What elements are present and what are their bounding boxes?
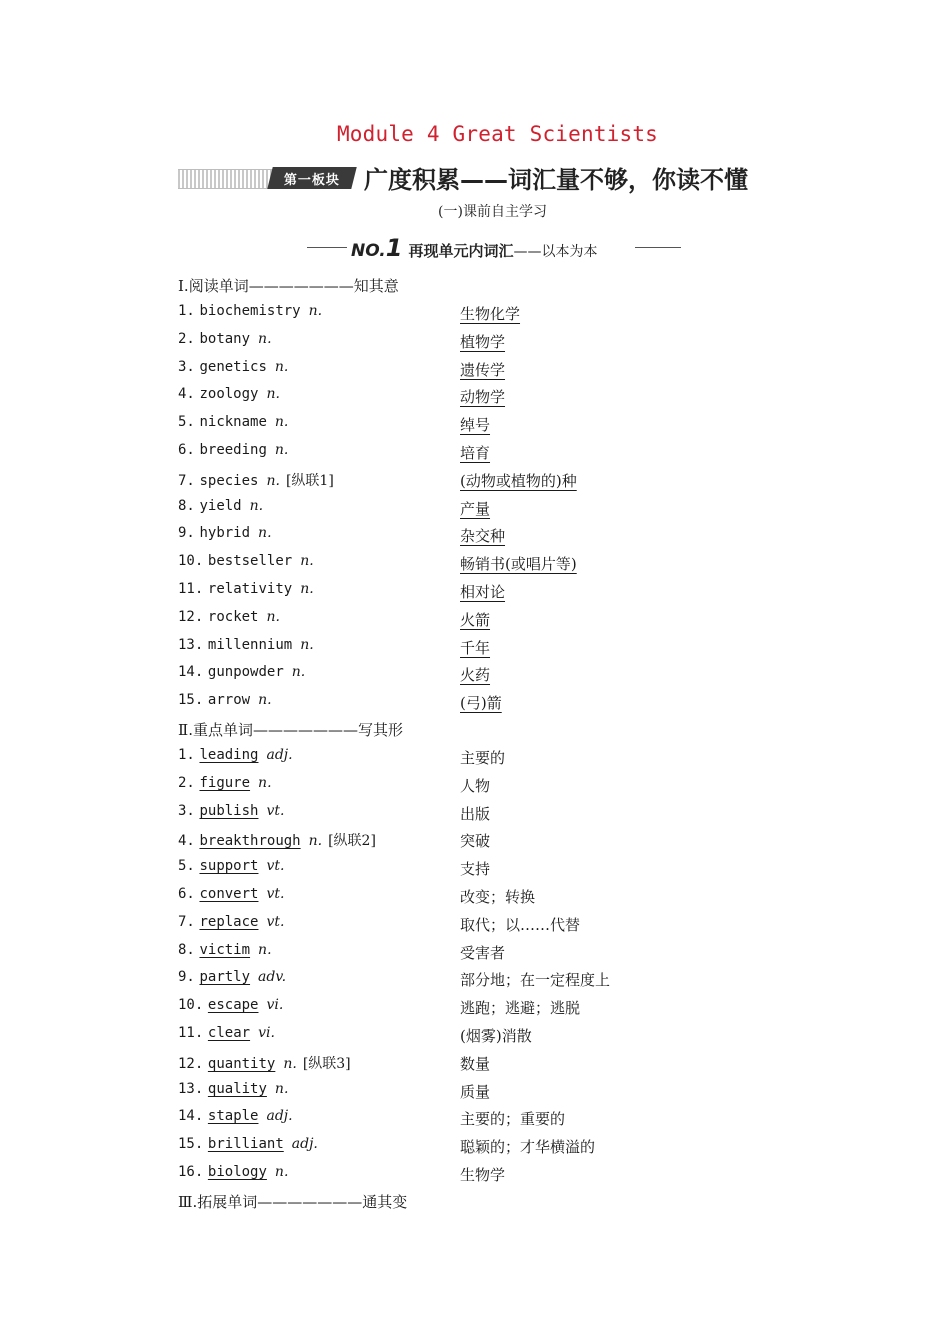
- chinese-meaning: 取代；以……代替: [460, 915, 581, 934]
- chinese-meaning: 出版: [460, 804, 491, 823]
- vocab-row: [178, 525, 738, 551]
- vocab-entry: [178, 775, 272, 791]
- item-number: 5.: [178, 858, 195, 875]
- item-number: 1.: [178, 303, 195, 319]
- item-number: 13.: [178, 636, 204, 653]
- part-of-speech: n.: [266, 386, 280, 403]
- vocab-row: [178, 775, 738, 801]
- no1-label: [351, 234, 597, 262]
- vocab-row: [178, 886, 738, 912]
- english-word: rocket: [207, 608, 259, 625]
- part-of-speech: vi.: [258, 1025, 275, 1041]
- english-word: bestseller: [207, 553, 293, 570]
- item-number: 12.: [178, 1055, 204, 1072]
- item-number: 7.: [178, 913, 195, 930]
- chinese-meaning: 畅销书(或唱片等): [460, 555, 577, 574]
- part-of-speech: vt.: [266, 913, 285, 930]
- chinese-meaning: 人物: [460, 776, 491, 795]
- part-of-speech: n.: [274, 1164, 289, 1180]
- chinese-meaning: 植物学: [460, 332, 506, 351]
- english-word: escape: [207, 997, 259, 1014]
- vocab-entry: [178, 858, 284, 874]
- vocab-entry: [178, 331, 272, 347]
- item-number: 9.: [178, 969, 195, 986]
- chinese-meaning: (烟雾)消散: [460, 1027, 532, 1045]
- vocab-row: [178, 942, 738, 968]
- banner-heading: 广度积累——词汇量不够，你读不懂: [364, 166, 748, 194]
- item-number: 6.: [178, 886, 195, 902]
- part-of-speech: vt.: [266, 802, 285, 819]
- vocab-row: [178, 1108, 738, 1134]
- part-of-speech: n.: [308, 833, 323, 850]
- vocab-row: [178, 997, 738, 1023]
- chinese-meaning: 部分地；在一定程度上: [460, 971, 611, 990]
- item-number: 3.: [178, 802, 195, 819]
- part-of-speech: n.: [266, 472, 280, 489]
- vocab-entry: [178, 553, 314, 569]
- english-word: nickname: [199, 414, 267, 431]
- vocab-row: [178, 359, 738, 385]
- vocab-row: [178, 830, 738, 856]
- item-number: 8.: [178, 497, 195, 514]
- vocab-entry: [178, 1053, 351, 1073]
- part-of-speech: vt.: [266, 886, 285, 902]
- chinese-meaning: (弓)箭: [460, 694, 502, 713]
- english-word: support: [199, 858, 259, 875]
- part-of-speech: adj.: [266, 1108, 293, 1125]
- english-word: brilliant: [207, 1136, 284, 1153]
- english-word: quantity: [207, 1055, 276, 1072]
- vocab-entry: [178, 303, 322, 319]
- vocab-row: [178, 498, 738, 524]
- part-of-speech: n.: [258, 774, 272, 791]
- part-of-speech: n.: [274, 358, 289, 375]
- vocab-entry: [178, 470, 334, 490]
- vocab-row: [178, 386, 738, 412]
- vocab-entry: [178, 359, 288, 375]
- english-word: arrow: [207, 692, 251, 709]
- chinese-meaning: 突破: [460, 832, 491, 851]
- part-of-speech: n.: [258, 525, 272, 542]
- vocab-entry: [178, 942, 272, 958]
- chinese-meaning: 逃跑；逃避；逃脱: [460, 999, 581, 1018]
- chinese-meaning: 主要的；重要的: [460, 1110, 566, 1129]
- part-of-speech: vt.: [266, 858, 285, 875]
- no1-subheading: 以本为本: [541, 244, 598, 260]
- english-word: hybrid: [199, 525, 251, 542]
- vocab-entry: [178, 609, 280, 625]
- vocab-row: [178, 470, 738, 496]
- item-number: 9.: [178, 525, 195, 542]
- chinese-meaning: (动物或植物的)种: [460, 471, 577, 490]
- part-of-speech: n.: [283, 1055, 297, 1072]
- chinese-meaning: 改变；转换: [460, 888, 536, 906]
- vocab-row: [178, 637, 738, 663]
- english-word: publish: [199, 802, 259, 819]
- item-number: 7.: [178, 472, 195, 489]
- item-number: 13.: [178, 1080, 204, 1097]
- chinese-meaning: 绰号: [460, 416, 491, 435]
- chinese-meaning: 数量: [460, 1054, 491, 1073]
- vocab-row: [178, 1025, 738, 1051]
- english-word: quality: [207, 1080, 267, 1097]
- chinese-meaning: 生物化学: [460, 305, 521, 323]
- chinese-meaning: 质量: [460, 1082, 491, 1101]
- vocab-entry: [178, 1025, 275, 1041]
- item-number: 11.: [178, 1025, 204, 1041]
- part-of-speech: n.: [308, 303, 323, 319]
- section-1-heading: Ⅰ.阅读单词———————知其意: [178, 277, 399, 295]
- chinese-meaning: 千年: [460, 638, 491, 657]
- vocab-row: [178, 664, 738, 690]
- banner-tag: [267, 167, 356, 189]
- no1-dash: ——: [513, 244, 542, 260]
- vocab-row: [178, 331, 738, 357]
- vocab-entry: [178, 1081, 288, 1097]
- no1-left-rule: [307, 247, 347, 248]
- lesson-subtitle: (一)课前自主学习: [438, 204, 547, 220]
- item-number: 1.: [178, 747, 195, 763]
- part-of-speech: n.: [249, 497, 264, 514]
- cross-reference-note: [纵联2]: [328, 833, 376, 850]
- vocab-entry: [178, 830, 376, 850]
- vocab-entry: [178, 969, 286, 985]
- no1-heading-bar: [331, 232, 681, 262]
- item-number: 6.: [178, 442, 195, 458]
- chinese-meaning: 遗传学: [460, 360, 506, 379]
- vocab-row: [178, 609, 738, 635]
- vocab-entry: [178, 581, 314, 597]
- item-number: 2.: [178, 330, 195, 347]
- english-word: partly: [199, 969, 251, 986]
- vocab-entry: [178, 442, 288, 458]
- chinese-meaning: 杂交种: [460, 527, 506, 546]
- english-word: replace: [199, 913, 259, 930]
- item-number: 12.: [178, 608, 204, 625]
- chinese-meaning: 主要的: [460, 749, 506, 767]
- english-word: biochemistry: [199, 303, 301, 319]
- chinese-meaning: 受害者: [460, 943, 506, 962]
- english-word: clear: [207, 1025, 251, 1041]
- chinese-meaning: 生物学: [460, 1166, 506, 1184]
- vocab-row: [178, 414, 738, 440]
- banner-stripes: [178, 169, 274, 189]
- english-word: biology: [207, 1164, 267, 1180]
- vocab-entry: [178, 525, 272, 541]
- part-of-speech: n.: [258, 692, 272, 709]
- english-word: genetics: [199, 358, 267, 375]
- chinese-meaning: 火箭: [460, 610, 491, 629]
- vocab-row: [178, 1081, 738, 1107]
- vocab-row: [178, 858, 738, 884]
- vocab-row: [178, 692, 738, 718]
- part-of-speech: n.: [258, 330, 272, 347]
- vocab-entry: [178, 886, 284, 902]
- english-word: relativity: [207, 581, 293, 597]
- english-word: leading: [199, 747, 259, 763]
- vocab-entry: [178, 498, 263, 514]
- vocab-entry: [178, 414, 288, 430]
- english-word: gunpowder: [207, 664, 284, 681]
- item-number: 10.: [178, 553, 204, 570]
- chinese-meaning: 支持: [460, 860, 491, 879]
- part-of-speech: adj.: [291, 1136, 318, 1153]
- part-of-speech: n.: [300, 581, 314, 597]
- english-word: zoology: [199, 386, 259, 403]
- part-of-speech: n.: [274, 442, 289, 458]
- english-word: victim: [199, 941, 251, 958]
- part-of-speech: n.: [258, 941, 272, 958]
- item-number: 4.: [178, 833, 195, 850]
- item-number: 11.: [178, 581, 204, 597]
- vocab-entry: [178, 637, 314, 653]
- part-of-speech: vi.: [266, 997, 284, 1014]
- item-number: 15.: [178, 692, 204, 709]
- vocab-row: [178, 1136, 738, 1162]
- item-number: 14.: [178, 1108, 204, 1125]
- english-word: yield: [199, 497, 242, 514]
- chinese-meaning: 火药: [460, 666, 491, 685]
- banner-tag-label: 第一板块: [283, 172, 340, 188]
- item-number: 5.: [178, 414, 195, 431]
- part-of-speech: adv.: [258, 969, 287, 986]
- part-of-speech: n.: [291, 664, 306, 681]
- chinese-meaning: 动物学: [460, 388, 506, 407]
- english-word: botany: [199, 330, 251, 347]
- item-number: 16.: [178, 1164, 204, 1180]
- vocab-entry: [178, 747, 293, 763]
- vocab-row: [178, 914, 738, 940]
- vocab-entry: [178, 692, 272, 708]
- item-number: 14.: [178, 664, 204, 681]
- no1-prefix: NO.: [351, 241, 386, 261]
- chinese-meaning: 相对论: [460, 583, 506, 601]
- item-number: 10.: [178, 997, 204, 1014]
- vocab-row: [178, 581, 738, 607]
- vocab-row: [178, 1053, 738, 1079]
- part-of-speech: n.: [300, 636, 314, 653]
- english-word: millennium: [207, 636, 293, 653]
- vocab-entry: [178, 1108, 293, 1124]
- no1-heading-text: 再现单元内词汇: [408, 242, 514, 260]
- english-word: convert: [199, 886, 259, 902]
- item-number: 3.: [178, 358, 195, 375]
- part-of-speech: n.: [274, 414, 289, 431]
- section-3-heading: Ⅲ.拓展单词———————通其变: [178, 1193, 408, 1211]
- no1-right-rule: [635, 247, 681, 248]
- english-word: species: [199, 472, 259, 489]
- item-number: 8.: [178, 941, 195, 958]
- vocab-entry: [178, 664, 305, 680]
- part-of-speech: adj.: [266, 747, 293, 763]
- english-word: staple: [207, 1108, 259, 1125]
- chinese-meaning: 产量: [460, 499, 491, 518]
- vocab-row: [178, 969, 738, 995]
- part-of-speech: n.: [274, 1080, 289, 1097]
- vocab-row: [178, 1164, 738, 1190]
- cross-reference-note: [纵联3]: [302, 1055, 351, 1072]
- item-number: 4.: [178, 386, 195, 403]
- vocab-entry: [178, 914, 284, 930]
- part-of-speech: n.: [300, 553, 314, 570]
- module-title: Module 4 Great Scientists: [336, 122, 659, 146]
- chinese-meaning: 培育: [460, 444, 491, 462]
- vocab-row: [178, 747, 738, 773]
- english-word: figure: [199, 774, 251, 791]
- english-word: breeding: [199, 442, 267, 458]
- part-of-speech: n.: [266, 608, 280, 625]
- vocab-row: [178, 303, 738, 329]
- vocab-entry: [178, 1164, 288, 1180]
- cross-reference-note: [纵联1]: [285, 472, 334, 489]
- english-word: breakthrough: [199, 833, 301, 850]
- vocab-entry: [178, 803, 284, 819]
- vocab-row: [178, 553, 738, 579]
- vocab-entry: [178, 386, 280, 402]
- vocab-entry: [178, 1136, 318, 1152]
- chinese-meaning: 聪颖的；才华横溢的: [460, 1138, 596, 1157]
- section-banner: [178, 160, 748, 194]
- vocab-entry: [178, 997, 283, 1013]
- item-number: 15.: [178, 1136, 204, 1153]
- section-2-heading: Ⅱ.重点单词———————写其形: [178, 721, 403, 739]
- vocab-row: [178, 803, 738, 829]
- vocab-row: [178, 442, 738, 468]
- no1-number: 1: [385, 234, 403, 262]
- item-number: 2.: [178, 774, 195, 791]
